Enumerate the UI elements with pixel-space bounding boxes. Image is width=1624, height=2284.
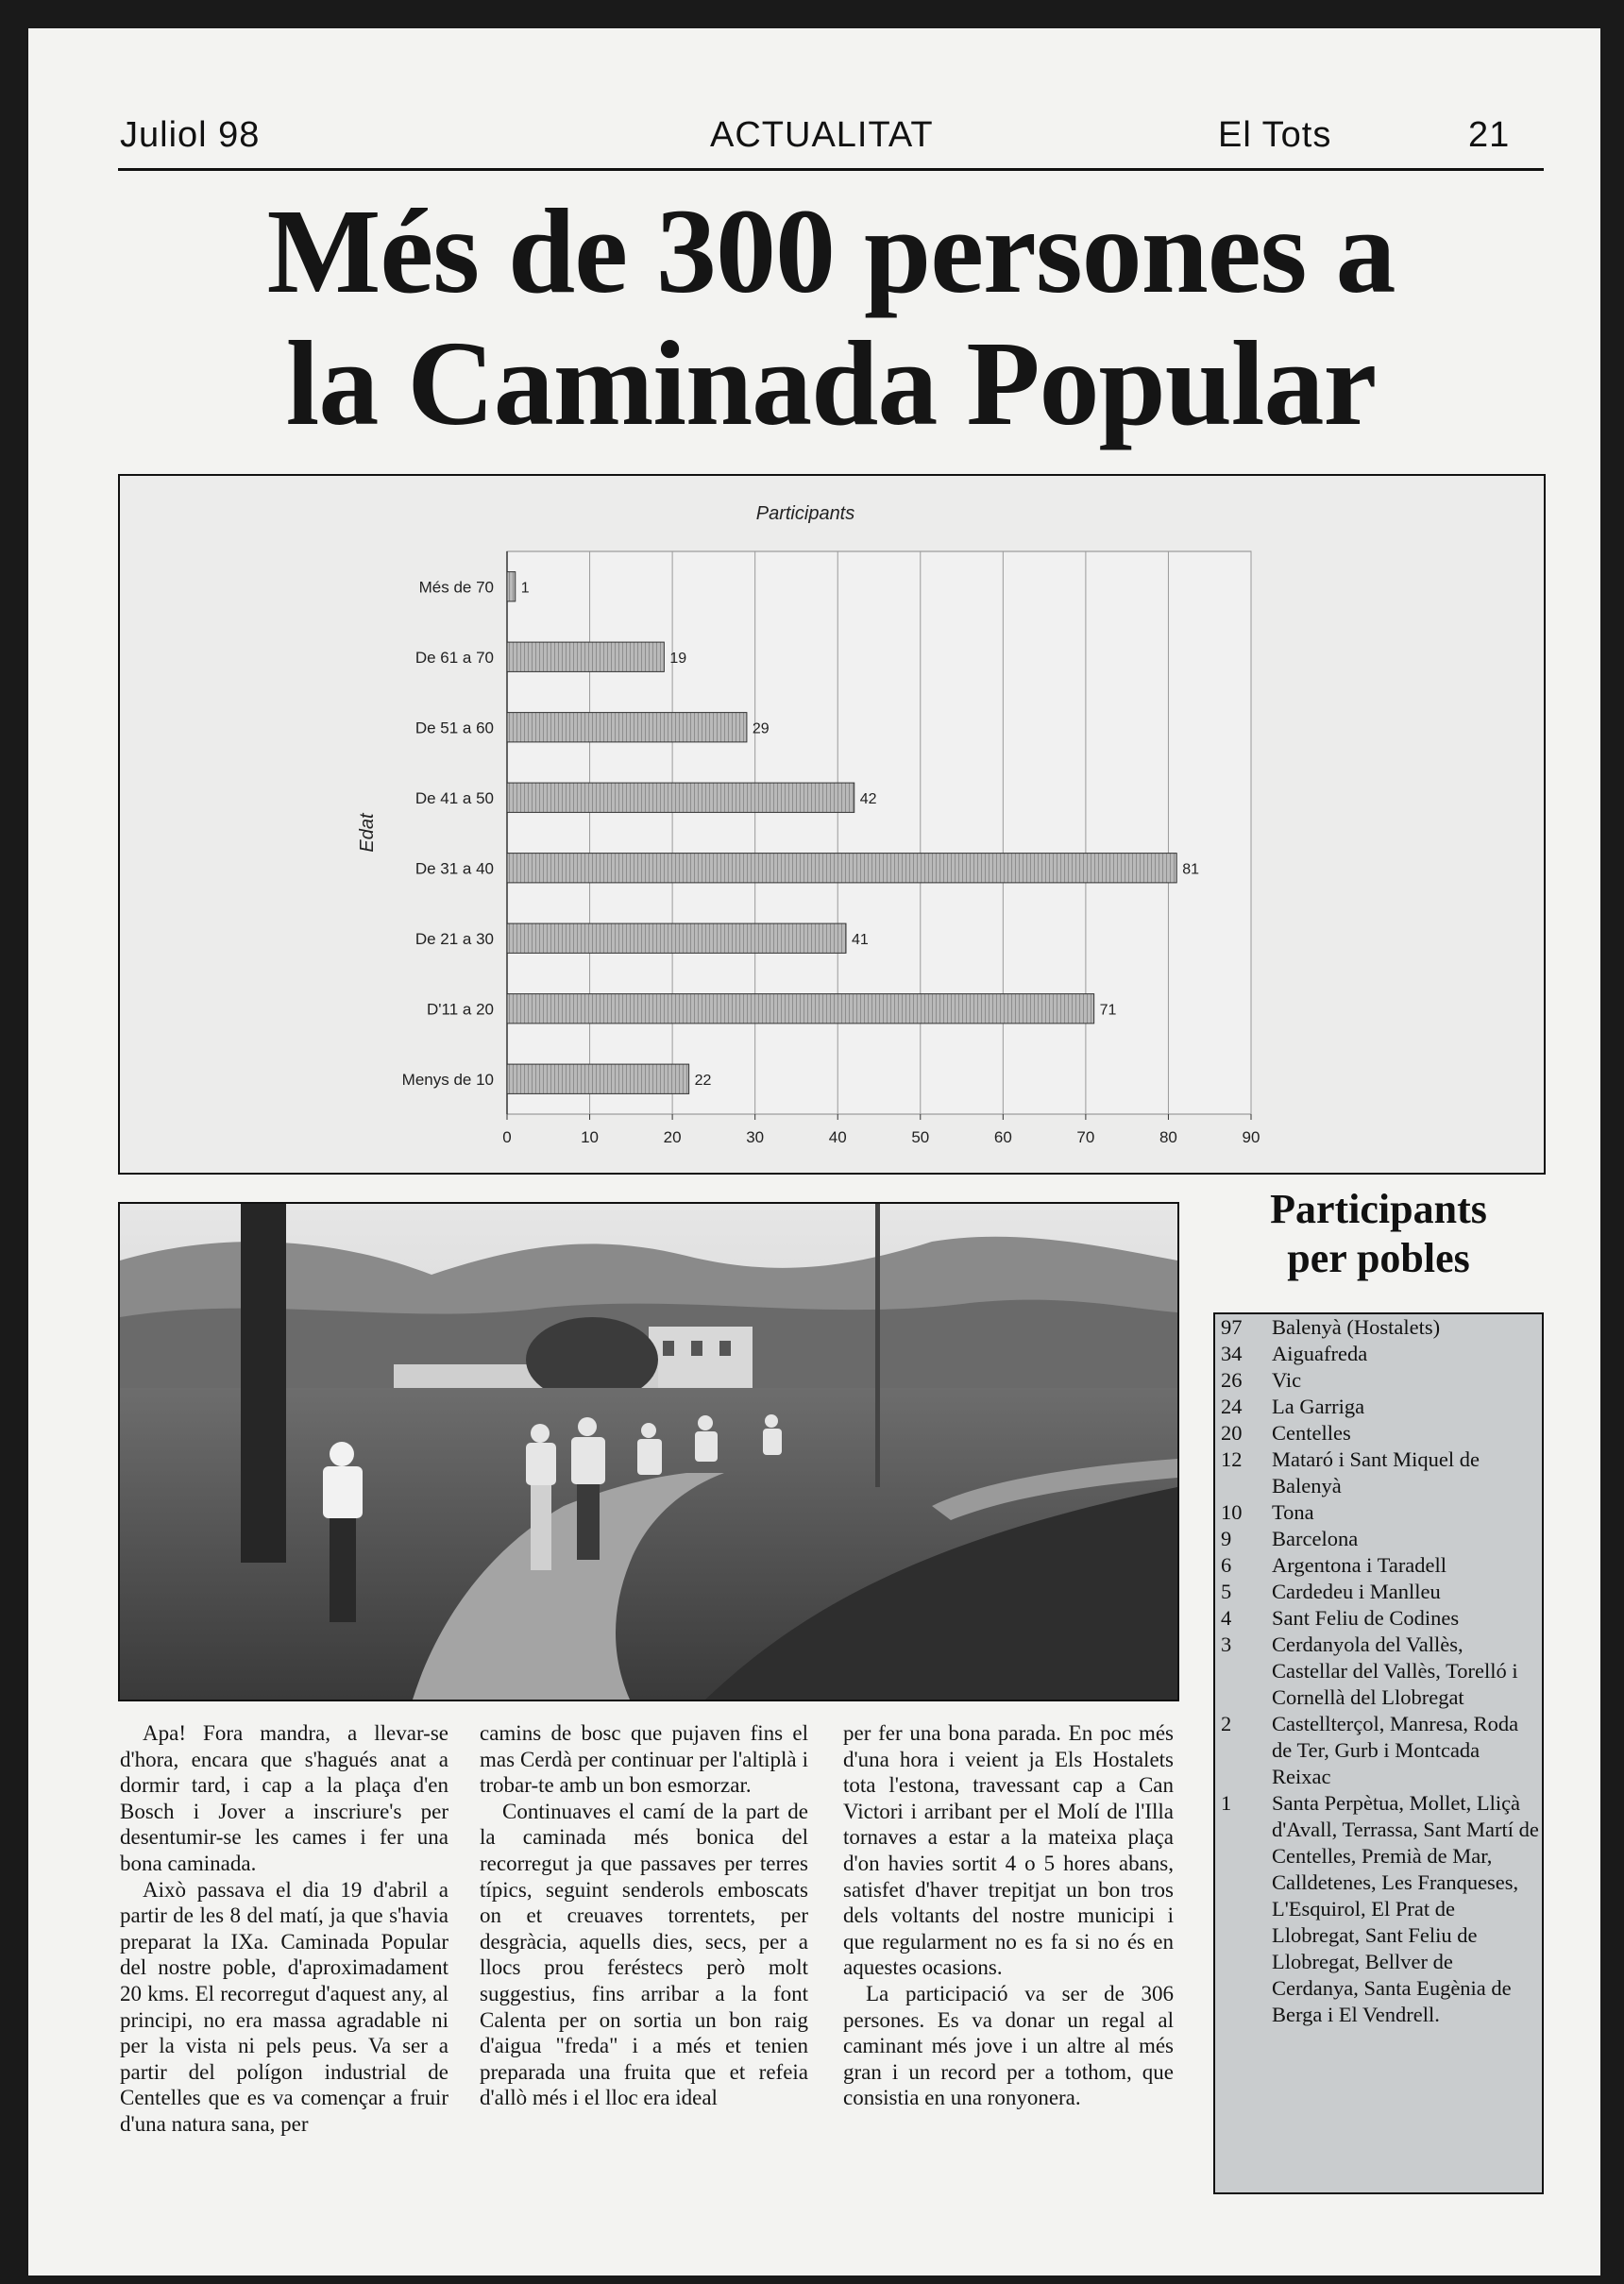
bar xyxy=(507,854,1176,883)
x-tick-label: 60 xyxy=(993,1128,1012,1146)
x-tick-label: 70 xyxy=(1076,1128,1095,1146)
town-name: Argentona i Taradell xyxy=(1272,1553,1447,1577)
x-tick-label: 10 xyxy=(581,1128,600,1146)
town-row xyxy=(1215,1790,1542,2028)
town-name: La Garriga xyxy=(1272,1395,1365,1418)
x-tick-label: 0 xyxy=(502,1128,512,1146)
bar-value-label: 41 xyxy=(851,931,869,948)
town-row xyxy=(1215,1579,1542,1605)
header-publication: El Tots xyxy=(1218,115,1332,155)
town-name: Cerdanyola del Vallès, Castellar del Vallès, Torelló i Cornellà del Llobregat xyxy=(1272,1633,1518,1709)
x-tick-label: 40 xyxy=(828,1128,847,1146)
town-count: 20 xyxy=(1221,1421,1243,1445)
article-paragraph: La participació va ser de 306 persones. Es va donar un regal al caminant més jove i un altre al més gran i un record per a tothom, que consistia en una ronyonera. xyxy=(843,1981,1174,2110)
article-column-3 xyxy=(843,1720,1174,2111)
town-row xyxy=(1215,1394,1542,1420)
bar-value-label: 29 xyxy=(752,720,770,737)
town-name: Balenyà (Hostalets) xyxy=(1272,1315,1441,1339)
town-row xyxy=(1215,1526,1542,1552)
plot-area xyxy=(507,551,1251,1114)
headline-line-1: Més de 300 persones a xyxy=(266,184,1396,318)
town-name: Santa Perpètua, Mollet, Lliçà d'Avall, Terrassa, Sant Martí de Centelles, Premià de Mar, Calldetenes, Les Franqueses, L'Esquirol, El Prat de Llobregat, Sant Feliu de Llobregat, Bellver de Cerdanya, Santa Eugènia de Berga i El Vendrell. xyxy=(1272,1791,1539,2026)
town-name: Castellterçol, Manresa, Roda de Ter, Gurb i Montcada Reixac xyxy=(1272,1712,1519,1788)
walkers-photo xyxy=(118,1202,1179,1701)
town-count: 12 xyxy=(1221,1447,1243,1471)
photo-of-walkers-on-country-path-icon xyxy=(120,1204,1177,1700)
bar xyxy=(507,572,516,601)
chart-y-axis-label: Edat xyxy=(357,813,378,853)
town-name: Tona xyxy=(1272,1500,1314,1524)
article-paragraph: Això passava el dia 19 d'abril a partir de les 8 del matí, ja que s'havia preparat la IXa. Caminada Popular del nostre poble, d'aproximadament 20 kms. El recorregut d'aquest any, al principi, no era massa agradable ni per la vista ni pels peus. Va ser a partir del polígon industrial de Centelles que es va començar a fruir d'una natura sana, per xyxy=(120,1877,448,2136)
bar-value-label: 71 xyxy=(1099,1002,1117,1019)
article-paragraph: per fer una bona parada. En poc més d'una hora i veient ja Els Hostalets tota l'estona, travessant cap a Can Victori i arribant per el Molí de l'Illa tornaves a estar a la mateixa plaça d'on havies sortit 4 o 5 hores abans, satisfet d'haver trepitjat un bon tros dels voltants del nostre municipi i que regularment no es fa si no és en aquestes ocasions. xyxy=(843,1721,1174,1980)
headline xyxy=(118,185,1544,449)
header-page-number: 21 xyxy=(1468,115,1511,155)
category-label: Més de 70 xyxy=(418,578,494,597)
town-name: Barcelona xyxy=(1272,1527,1359,1550)
chart-title: Participants xyxy=(755,503,855,524)
town-count: 3 xyxy=(1221,1633,1232,1656)
town-row xyxy=(1215,1447,1542,1499)
town-name: Vic xyxy=(1272,1368,1302,1392)
town-count: 4 xyxy=(1221,1606,1232,1630)
bar xyxy=(507,783,854,812)
town-row xyxy=(1215,1341,1542,1367)
town-row xyxy=(1215,1632,1542,1711)
bar xyxy=(507,642,664,671)
sidebar-title xyxy=(1213,1185,1544,1283)
category-label: De 51 a 60 xyxy=(414,719,494,737)
participants-per-town-table xyxy=(1213,1312,1544,2194)
category-label: Menys de 10 xyxy=(401,1070,494,1089)
town-name: Aiguafreda xyxy=(1272,1342,1368,1365)
bar-value-label: 42 xyxy=(859,790,877,807)
town-count: 97 xyxy=(1221,1315,1243,1339)
bar xyxy=(507,923,846,953)
x-tick-label: 90 xyxy=(1242,1128,1260,1146)
category-label: De 61 a 70 xyxy=(414,648,494,667)
category-label: De 41 a 50 xyxy=(414,788,494,807)
bar-value-label: 1 xyxy=(520,580,530,597)
town-name: Sant Feliu de Codines xyxy=(1272,1606,1460,1630)
town-row xyxy=(1215,1711,1542,1790)
category-label: D'11 a 20 xyxy=(427,1000,494,1019)
participants-chart xyxy=(118,474,1546,1175)
town-count: 10 xyxy=(1221,1500,1243,1524)
sidebar-title-line-1: Participants xyxy=(1270,1186,1487,1232)
x-tick-label: 50 xyxy=(911,1128,930,1146)
article-column-1 xyxy=(120,1720,448,2138)
chart-svg xyxy=(120,476,1544,1173)
bar-value-label: 19 xyxy=(669,650,687,667)
town-name: Centelles xyxy=(1272,1421,1351,1445)
town-row xyxy=(1215,1314,1542,1341)
town-name: Cardedeu i Manlleu xyxy=(1272,1580,1441,1603)
town-count: 9 xyxy=(1221,1527,1232,1550)
bar-value-label: 81 xyxy=(1182,861,1199,878)
town-count: 5 xyxy=(1221,1580,1232,1603)
bar xyxy=(507,994,1094,1024)
article-paragraph: Continuaves el camí de la part de la caminada més bonica del recorregut ja que passaves per terres típics, seguint senderols emboscats on et creuaves torrentets, per desgràcia, aquells dies, secs, per a llocs prou feréstecs però molt suggestius, fins arribar a la font Calenta per on sortia un bon raig d'aigua "freda" i a més et tenien preparada una fruita que et refeia d'allò més i el lloc era ideal xyxy=(480,1799,808,2110)
x-tick-label: 20 xyxy=(663,1128,682,1146)
town-count: 1 xyxy=(1221,1791,1232,1815)
town-count: 24 xyxy=(1221,1395,1243,1418)
town-row xyxy=(1215,1420,1542,1447)
town-count: 6 xyxy=(1221,1553,1232,1577)
header-rule xyxy=(118,168,1544,171)
town-row xyxy=(1215,1499,1542,1526)
header-date: Juliol 98 xyxy=(120,115,261,155)
town-count: 34 xyxy=(1221,1342,1243,1365)
headline-line-2: la Caminada Popular xyxy=(285,316,1377,450)
article-column-2 xyxy=(480,1720,808,2111)
category-label: De 31 a 40 xyxy=(414,859,494,878)
sidebar-title-line-2: per pobles xyxy=(1287,1235,1470,1281)
category-label: De 21 a 30 xyxy=(414,929,494,948)
town-row xyxy=(1215,1552,1542,1579)
town-row xyxy=(1215,1605,1542,1632)
town-count: 26 xyxy=(1221,1368,1243,1392)
x-tick-label: 30 xyxy=(746,1128,765,1146)
article-paragraph: camins de bosc que pujaven fins el mas Cerdà per continuar per l'altiplà i trobar-te amb un bon esmorzar. xyxy=(480,1721,808,1798)
header-section: ACTUALITAT xyxy=(710,115,934,155)
bar xyxy=(507,713,747,742)
bar xyxy=(507,1064,689,1093)
town-count: 2 xyxy=(1221,1712,1232,1735)
town-name: Mataró i Sant Miquel de Balenyà xyxy=(1272,1447,1480,1497)
bar-value-label: 22 xyxy=(694,1072,712,1089)
x-tick-label: 80 xyxy=(1159,1128,1177,1146)
town-row xyxy=(1215,1367,1542,1394)
article-paragraph: Apa! Fora mandra, a llevar-se d'hora, encara que s'hagués anat a dormir tard, i cap a la plaça d'en Bosch i Jover a inscriure's per desentumir-se les cames i fer una bona caminada. xyxy=(120,1721,448,1875)
